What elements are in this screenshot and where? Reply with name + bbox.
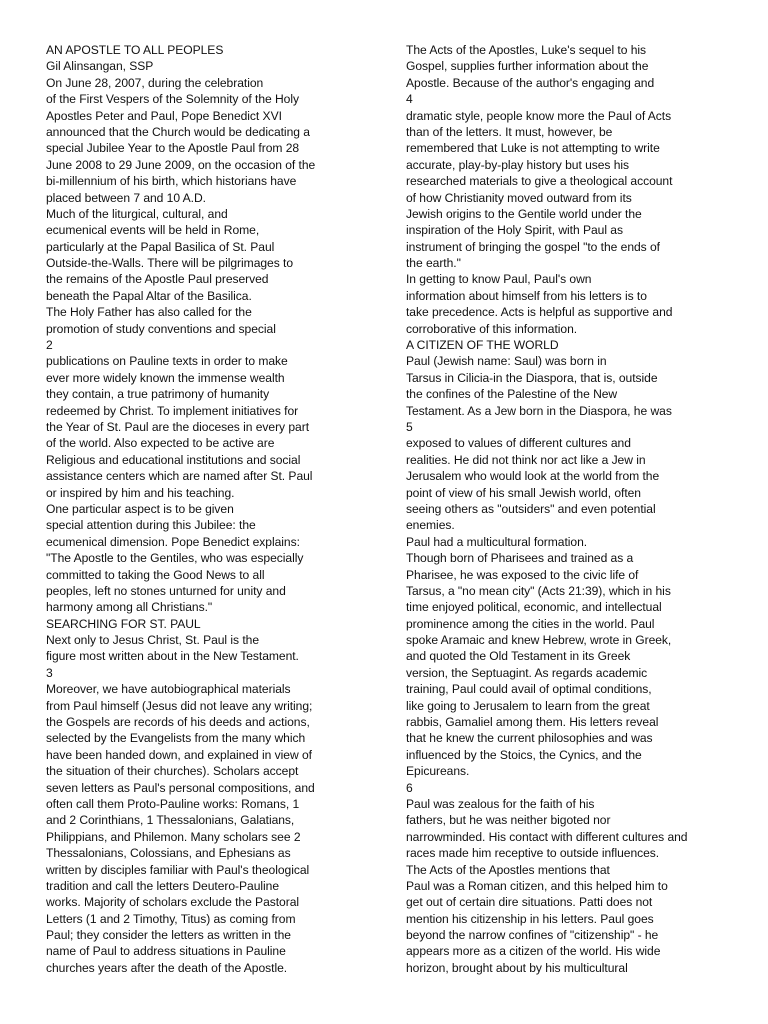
text-line: point of view of his small Jewish world, often [406, 485, 641, 500]
text-line: Apostles Peter and Paul, Pope Benedict XVI [46, 108, 282, 123]
text-line: Paul (Jewish name: Saul) was born in [406, 354, 607, 369]
text-line: Though born of Pharisees and trained as a [406, 551, 634, 566]
text-line: horizon, brought about by his multicultural [406, 960, 628, 975]
text-line: harmony among all Christians." [46, 600, 213, 615]
text-line: committed to taking the Good News to all [46, 567, 265, 582]
text-line: announced that the Church would be dedicating a [46, 124, 310, 139]
text-line: rabbis, Gamaliel among them. His letters reveal [406, 715, 659, 730]
text-line: Much of the liturgical, cultural, and [46, 206, 228, 221]
text-line: time enjoyed political, economic, and intellectual [406, 600, 662, 615]
text-line: Gospel, supplies further information about the [406, 59, 649, 74]
text-line: Paul had a multicultural formation. [406, 534, 588, 549]
text-line: the Gospels are records of his deeds and actions, [46, 715, 310, 730]
text-line: works. Majority of scholars exclude the Pastoral [46, 895, 300, 910]
text-line: corroborative of this information. [406, 321, 578, 336]
text-line: Letters (1 and 2 Timothy, Titus) as coming from [46, 911, 296, 926]
text-line: A CITIZEN OF THE WORLD [406, 338, 559, 353]
text-line: from Paul himself (Jesus did not leave any writing; [46, 698, 313, 713]
text-line: The Acts of the Apostles, Luke's sequel to his [406, 43, 647, 57]
text-line: Apostle. Because of the author's engaging and [406, 75, 655, 90]
text-line: 2 [46, 338, 53, 353]
text-line: bi-millennium of his birth, which historians have [46, 174, 297, 189]
text-line: influenced by the Stoics, the Cynics, and the [406, 747, 642, 762]
text-line: assistance centers which are named after St. Paul [46, 469, 313, 484]
text-line: and 2 Corinthians, 1 Thessalonians, Galatians, [46, 813, 295, 828]
text-line: and quoted the Old Testament in its Greek [406, 649, 631, 664]
text-line: Outside-the-Walls. There will be pilgrimages to [46, 256, 294, 271]
text-line: the Year of St. Paul are the dioceses in every part [46, 419, 310, 434]
text-line: 4 [406, 92, 413, 107]
text-line: like going to Jerusalem to learn from the great [406, 698, 650, 713]
text-line: ecumenical dimension. Pope Benedict explains: [46, 534, 300, 549]
text-line: have been handed down, and explained in view of [46, 747, 312, 762]
text-line: inspiration of the Holy Spirit, with Paul as [406, 223, 623, 238]
text-line: Next only to Jesus Christ, St. Paul is the [46, 633, 259, 648]
text-line: Testament. As a Jew born in the Diaspora, he was [406, 403, 672, 418]
text-line: "The Apostle to the Gentiles, who was especially [46, 551, 304, 566]
text-line: Thessalonians, Colossians, and Ephesians as [46, 846, 291, 861]
text-line: of the world. Also expected to be active are [46, 436, 275, 451]
text-line: churches years after the death of the Apostle. [46, 960, 288, 975]
text-line: they contain, a true patrimony of humanity [46, 387, 270, 402]
text-line: fathers, but he was neither bigoted nor [406, 813, 611, 828]
text-line: peoples, left no stones unturned for unity and [46, 583, 286, 598]
text-line: the earth." [406, 256, 461, 271]
text-line: Jewish origins to the Gentile world under the [406, 206, 642, 221]
text-line: special Jubilee Year to the Apostle Paul from 28 [46, 141, 300, 156]
text-line: special attention during this Jubilee: the [46, 518, 256, 533]
text-line: 3 [46, 665, 53, 680]
text-line: 5 [406, 419, 413, 434]
text-line: selected by the Evangelists from the many which [46, 731, 306, 746]
text-line: The Holy Father has also called for the [46, 305, 252, 320]
right-text-column [406, 42, 726, 976]
text-line: the confines of the Palestine of the New [406, 387, 618, 402]
text-line: prominence among the cities in the world. Paul [406, 616, 655, 631]
text-line: placed between 7 and 10 A.D. [46, 190, 206, 205]
text-line: the remains of the Apostle Paul preserved [46, 272, 269, 287]
text-line: Epicureans. [406, 764, 470, 779]
text-line: 6 [406, 780, 413, 795]
text-line: of the First Vespers of the Solemnity of the Holy [46, 92, 299, 107]
text-line: beyond the narrow confines of "citizenship" - he [406, 928, 659, 943]
text-line: AN APOSTLE TO ALL PEOPLES [46, 43, 224, 57]
text-line: ecumenical events will be held in Rome, [46, 223, 260, 238]
text-line: of how Christianity moved outward from its [406, 190, 632, 205]
text-line: SEARCHING FOR ST. PAUL [46, 616, 201, 631]
text-line: narrowminded. His contact with different cultures and [406, 829, 688, 844]
text-line: or inspired by him and his teaching. [46, 485, 235, 500]
text-line: figure most written about in the New Testament. [46, 649, 299, 664]
text-line: enemies. [406, 518, 455, 533]
text-line: researched materials to give a theological account [406, 174, 673, 189]
text-line: promotion of study conventions and special [46, 321, 276, 336]
text-line: Pharisee, he was exposed to the civic life of [406, 567, 639, 582]
text-line: seeing others as "outsiders" and even potential [406, 501, 656, 516]
text-line: Moreover, we have autobiographical materials [46, 682, 291, 697]
text-line: than of the letters. It must, however, be [406, 124, 613, 139]
text-line: seven letters as Paul's personal compositions, and [46, 780, 315, 795]
text-line: The Acts of the Apostles mentions that [406, 862, 610, 877]
text-line: races made him receptive to outside influences. [406, 846, 660, 861]
text-line: Paul was zealous for the faith of his [406, 796, 595, 811]
text-line: that he knew the current philosophies and was [406, 731, 653, 746]
text-line: often call them Proto-Pauline works: Romans, 1 [46, 796, 300, 811]
text-line: Paul was a Roman citizen, and this helped him to [406, 878, 668, 893]
text-line: beneath the Papal Altar of the Basilica. [46, 288, 252, 303]
text-line: realities. He did not think nor act like a Jew in [406, 452, 646, 467]
text-line: the situation of their churches). Scholars accept [46, 764, 299, 779]
text-line: version, the Septuagint. As regards academic [406, 665, 648, 680]
text-line: accurate, play-by-play history but uses his [406, 157, 630, 172]
text-line: take precedence. Acts is helpful as supportive and [406, 305, 673, 320]
text-line: On June 28, 2007, during the celebration [46, 75, 264, 90]
text-line: Tarsus in Cilicia-in the Diaspora, that is, outside [406, 370, 658, 385]
text-line: exposed to values of different cultures and [406, 436, 631, 451]
text-line: Jerusalem who would look at the world from the [406, 469, 660, 484]
text-line: Paul; they consider the letters as written in the [46, 928, 291, 943]
text-line: dramatic style, people know more the Paul of Acts [406, 108, 672, 123]
text-line: June 2008 to 29 June 2009, on the occasion of the [46, 157, 316, 172]
text-line: information about himself from his letters is to [406, 288, 647, 303]
text-line: name of Paul to address situations in Pauline [46, 944, 286, 959]
text-line: One particular aspect is to be given [46, 501, 234, 516]
text-line: ever more widely known the immense wealth [46, 370, 285, 385]
text-line: appears more as a citizen of the world. His wide [406, 944, 661, 959]
text-line: spoke Aramaic and knew Hebrew, wrote in Greek, [406, 633, 672, 648]
text-line: instrument of bringing the gospel "to the ends of [406, 239, 660, 254]
text-line: Religious and educational institutions and social [46, 452, 301, 467]
text-line: remembered that Luke is not attempting to write [406, 141, 660, 156]
text-line: Philippians, and Philemon. Many scholars see 2 [46, 829, 301, 844]
text-line: Gil Alinsangan, SSP [46, 59, 154, 74]
left-text-column [46, 42, 364, 976]
text-line: Tarsus, a "no mean city" (Acts 21:39), which in his [406, 583, 671, 598]
text-line: mention his citizenship in his letters. Paul goes [406, 911, 654, 926]
text-line: publications on Pauline texts in order to make [46, 354, 288, 369]
text-line: tradition and call the letters Deutero-Pauline [46, 878, 279, 893]
text-line: redeemed by Christ. To implement initiatives for [46, 403, 299, 418]
text-line: particularly at the Papal Basilica of St. Paul [46, 239, 275, 254]
text-line: training, Paul could avail of optimal conditions, [406, 682, 652, 697]
text-line: get out of certain dire situations. Patti does not [406, 895, 653, 910]
text-line: In getting to know Paul, Paul's own [406, 272, 592, 287]
text-line: written by disciples familiar with Paul's theological [46, 862, 310, 877]
